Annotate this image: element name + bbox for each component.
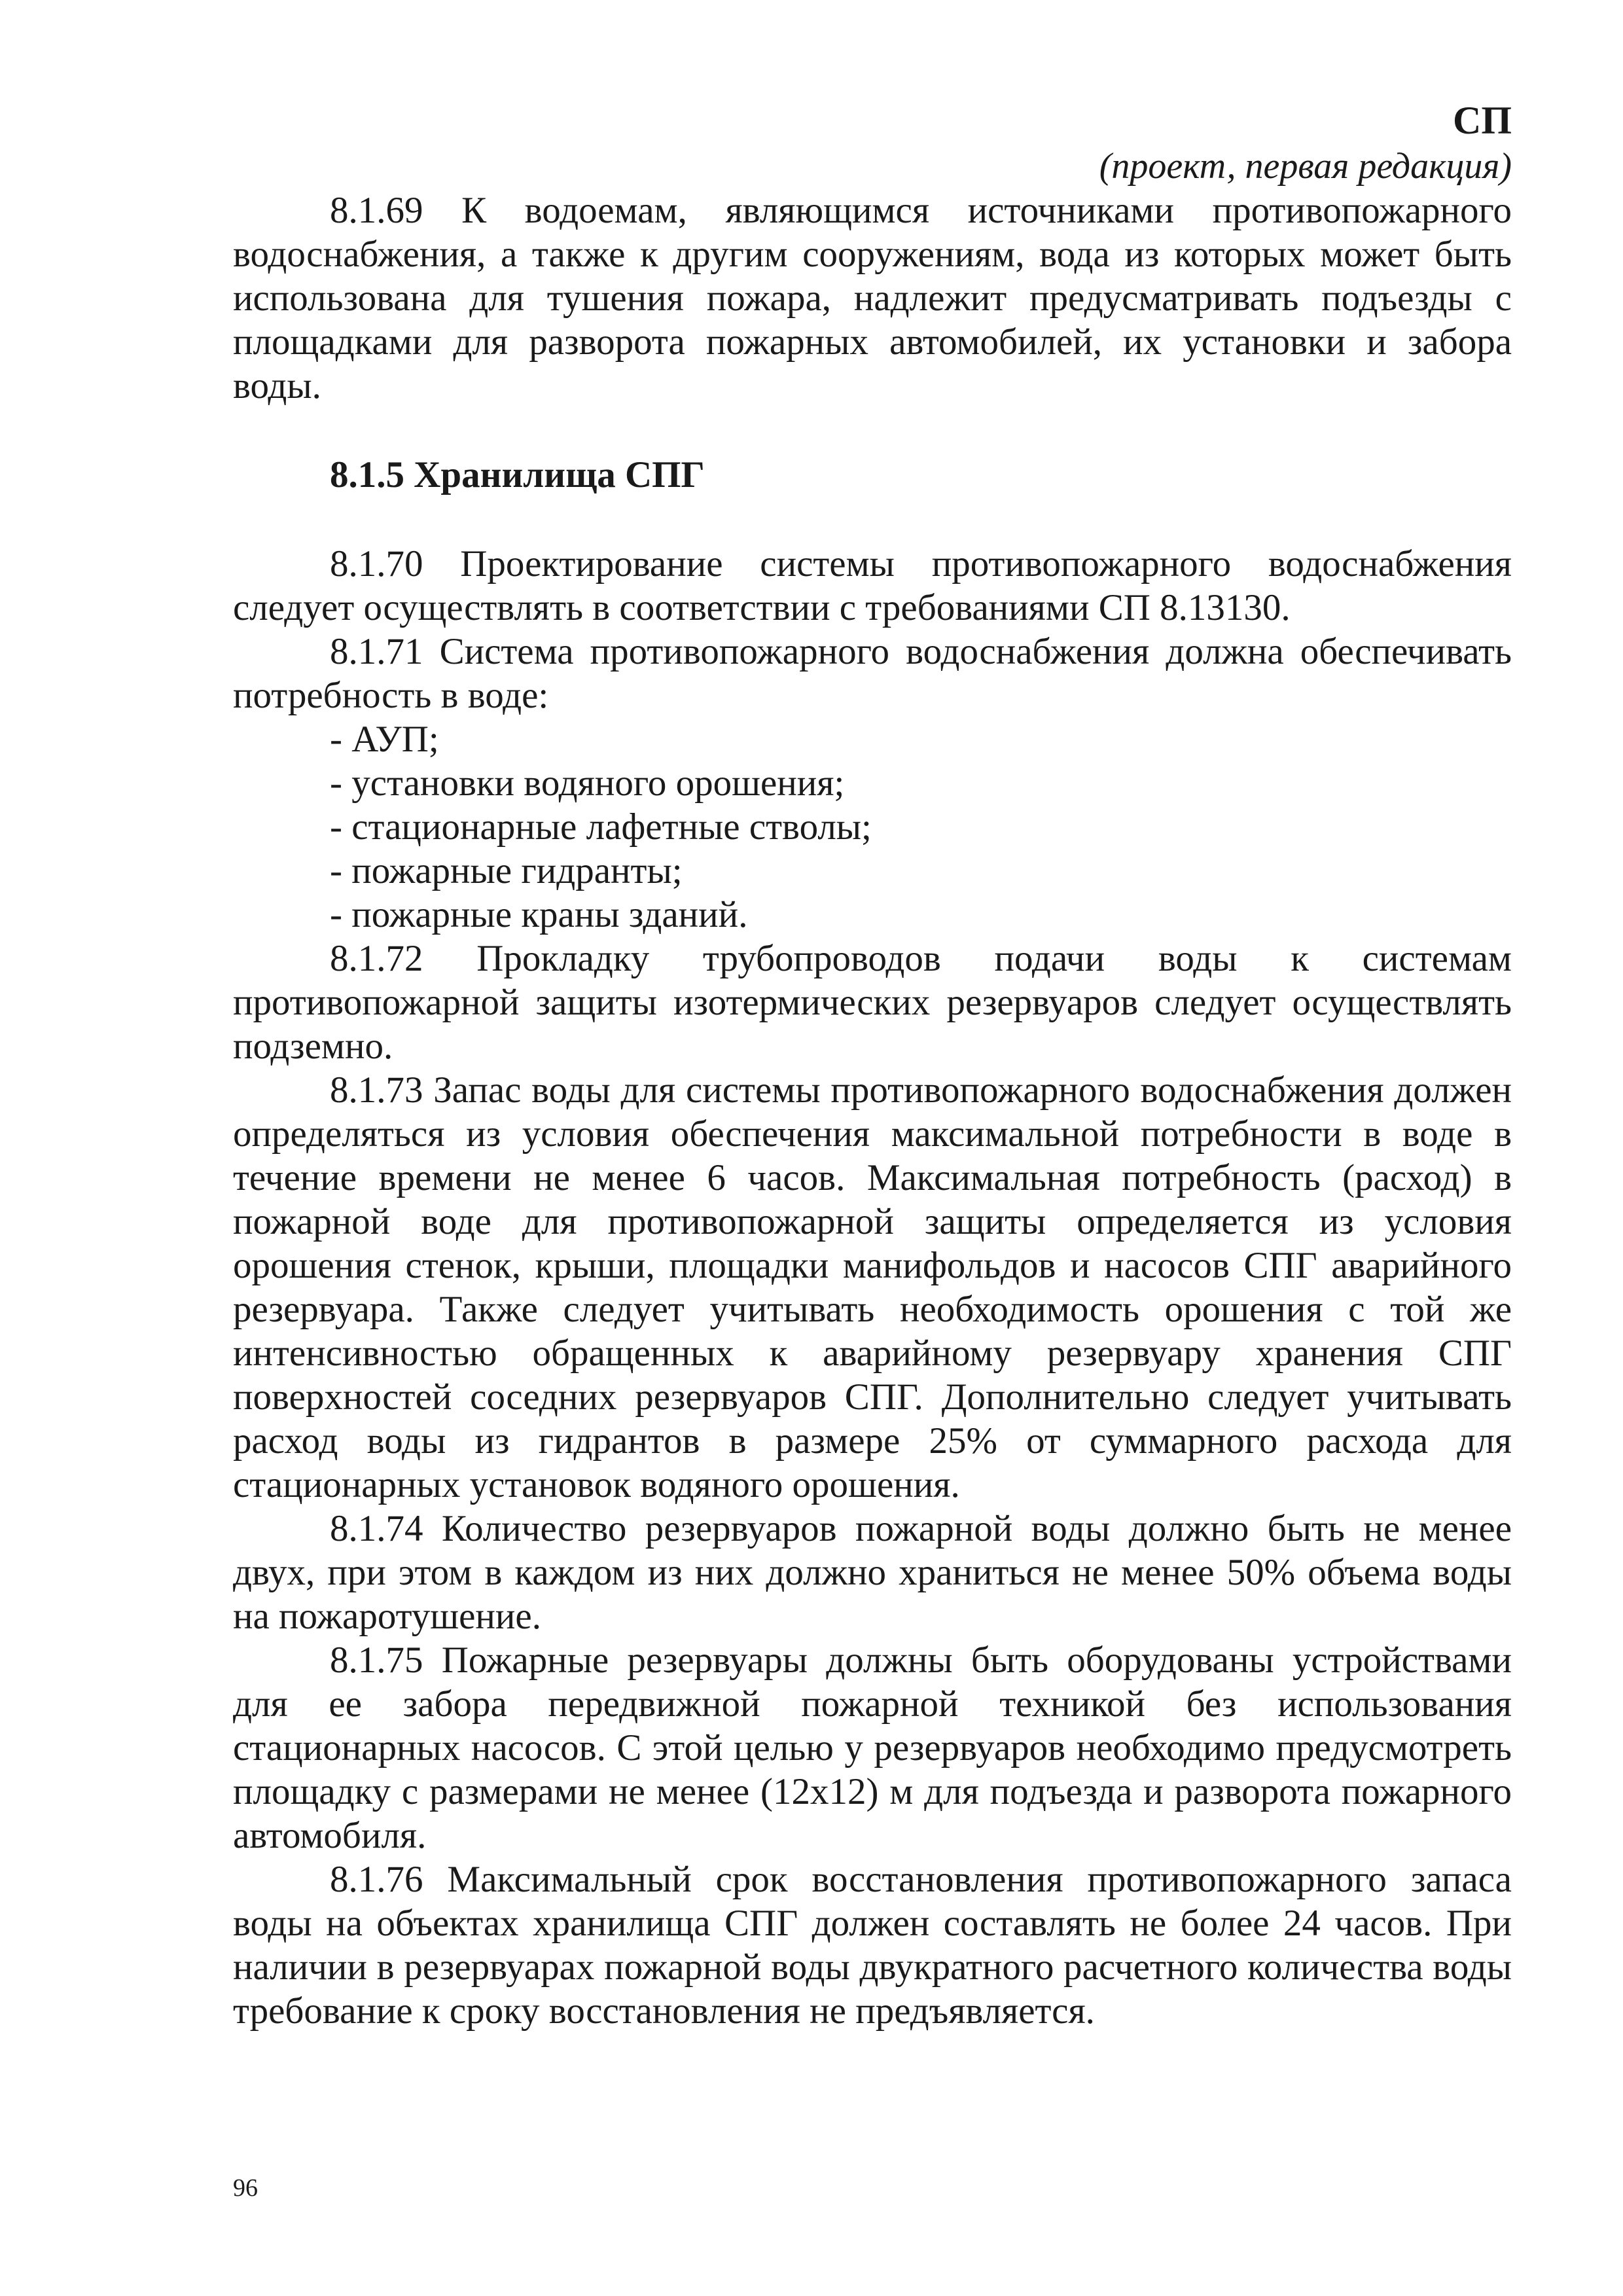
paragraph-8-1-76: 8.1.76 Максимальный срок восстановления противопожарного запаса воды на объектах хранилища СПГ должен составлять не более 24 часов. При наличии в резервуарах пожарной воды двукратного расчетного количества воды требование к сроку восстановления не предъявляется. bbox=[233, 1859, 1512, 2032]
paragraph-8-1-73: 8.1.73 Запас воды для системы противопожарного водоснабжения должен определяться из условия обеспечения максимальной потребности в воде в течение времени не менее 6 часов. Максимальная потребность (расход) в пожарной воде для противопожарной защиты определяется из условия орошения стенок, крыши, площадки манифольдов и насосов СПГ аварийного резервуара. Также следует учитывать необходимость орошения с той же интенсивностью обращенных к аварийному резервуару хранения СПГ поверхностей соседних резервуаров СПГ. Дополнительно следует учитывать расход воды из гидрантов в размере 25% от суммарного расхода для стационарных установок водяного орошения. bbox=[233, 1069, 1512, 1505]
paragraph-8-1-74: 8.1.74 Количество резервуаров пожарной воды должно быть не менее двух, при этом в каждом из них должно храниться не менее 50% объема воды на пожаротушение. bbox=[233, 1508, 1512, 1637]
list-item: - стационарные лафетные стволы; bbox=[330, 806, 872, 848]
paragraph-8-1-72: 8.1.72 Прокладку трубопроводов подачи воды к системам противопожарной защиты изотермических резервуаров следует осуществлять подземно. bbox=[233, 938, 1512, 1067]
list-item: - пожарные гидранты; bbox=[330, 850, 683, 891]
page-header bbox=[1099, 97, 1512, 188]
page-number: 96 bbox=[233, 2174, 258, 2202]
paragraph-8-1-70: 8.1.70 Проектирование системы противопожарного водоснабжения следует осуществлять в соответствии с требованиями СП 8.13130. bbox=[233, 543, 1512, 628]
water-demand-list bbox=[233, 717, 1512, 937]
paragraph-8-1-71: 8.1.71 Система противопожарного водоснабжения должна обеспечивать потребность в воде: bbox=[233, 631, 1512, 716]
paragraph-8-1-69: 8.1.69 К водоемам, являющимся источниками противопожарного водоснабжения, а также к другим сооружениям, вода из которых может быть использована для тушения пожара, надлежит предусматривать подъезды с площадками для разворота пожарных автомобилей, их установки и забора воды. bbox=[233, 190, 1512, 406]
document-edition-note: (проект, первая редакция) bbox=[1099, 146, 1512, 187]
paragraph-8-1-75: 8.1.75 Пожарные резервуары должны быть оборудованы устройствами для ее забора передвижной пожарной техникой без использования стационарных насосов. С этой целью у резервуаров необходимо предусмотреть площадку с размерами не менее (12x12) м для подъезда и разворота пожарного автомобиля. bbox=[233, 1640, 1512, 1856]
section-heading: 8.1.5 Хранилища СПГ bbox=[330, 454, 705, 495]
list-item: - пожарные краны зданий. bbox=[330, 894, 748, 935]
page-content bbox=[233, 188, 1512, 2033]
list-item: - АУП; bbox=[330, 719, 439, 760]
document-code: СП bbox=[1453, 99, 1512, 142]
list-item: - установки водяного орошения; bbox=[330, 762, 845, 804]
